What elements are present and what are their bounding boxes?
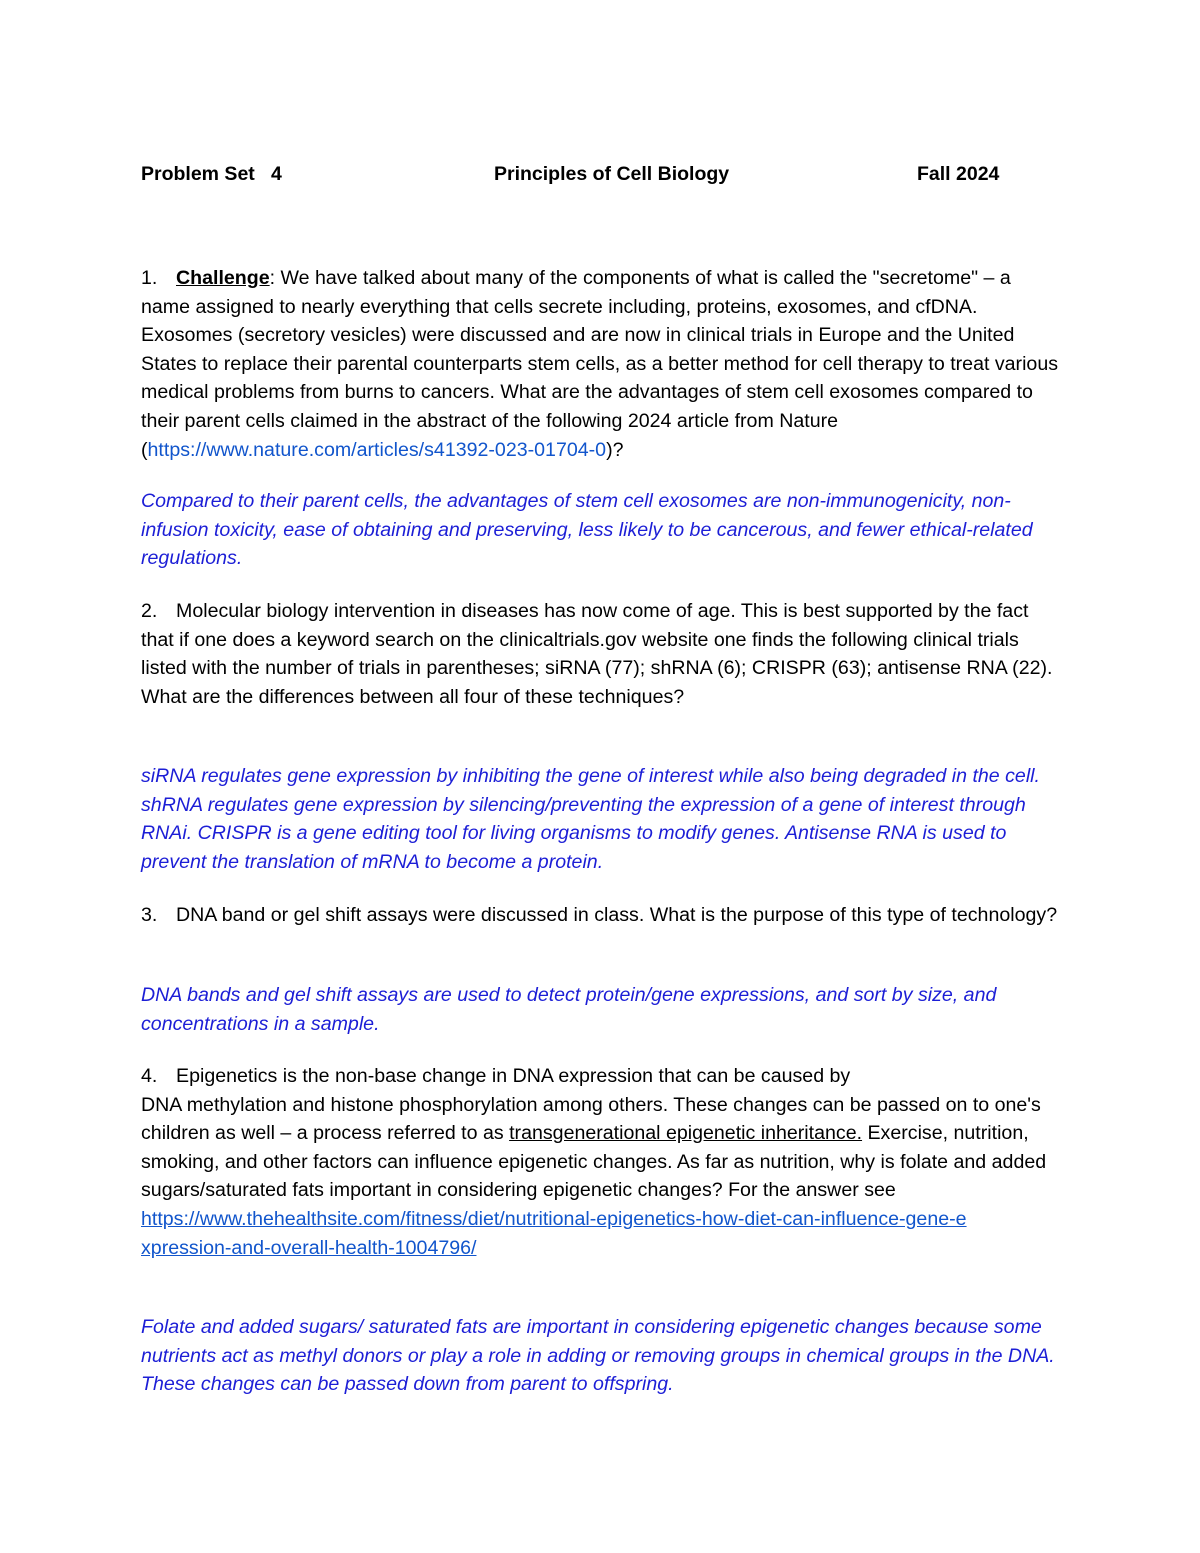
question-4-number: 4. bbox=[141, 1065, 158, 1087]
header-problem-set: Problem Set 4 bbox=[141, 163, 282, 185]
question-4-text: DNA methylation and histone phosphorylation among others. These changes can be passed on to one's children as well – a process referred to as bbox=[141, 1093, 1041, 1145]
question-2 bbox=[141, 597, 1065, 711]
question-3-text: DNA band or gel shift assays were discussed in class. What is the purpose of this type of technology? bbox=[176, 904, 1058, 926]
question-4-text-end: Exercise, nutrition, smoking, and other factors can influence epigenetic changes. As far as nutrition, why is folate and added sugars/saturated fats important in considering epigenetic changes? For the answer see bbox=[141, 1122, 1047, 1202]
question-1 bbox=[141, 264, 1065, 464]
header-term: Fall 2024 bbox=[917, 163, 1000, 185]
question-3-number: 3. bbox=[141, 904, 158, 926]
answer-2: siRNA regulates gene expression by inhibiting the gene of interest while also being degraded in the cell. shRNA regulates gene expression by silencing/preventing the expression of a gene of interest through RNAi. CRISPR is a gene editing tool for living organisms to modify genes. Antisense RNA is used to prevent the translation of mRNA to become a protein. bbox=[141, 765, 1040, 873]
question-4 bbox=[141, 1062, 1065, 1262]
question-3 bbox=[141, 901, 1065, 930]
question-1-link[interactable]: https://www.nature.com/articles/s41392-023-01704-0 bbox=[147, 438, 607, 461]
answer-1: Compared to their parent cells, the advantages of stem cell exosomes are non-immunogenicity, non-infusion toxicity, ease of obtaining and preserving, less likely to be cancerous, and fewer ethical-related regulations. bbox=[141, 490, 1033, 570]
question-2-text: Molecular biology intervention in diseases has now come of age. This is best supported by the fact that if one does a keyword search on the clinicaltrials.gov website one finds the following clinical trials listed with the number of trials in parentheses; siRNA (77); shRNA (6); CRISPR (63); antisense RNA (22). What are the differences between all four of these techniques? bbox=[141, 600, 1053, 708]
answer-3: DNA bands and gel shift assays are used to detect protein/gene expressions, and sort by size, and concentrations in a sample. bbox=[141, 984, 997, 1035]
header-course-title: Principles of Cell Biology bbox=[494, 163, 730, 185]
answer-4: Folate and added sugars/ saturated fats are important in considering epigenetic changes because some nutrients act as methyl donors or play a role in adding or removing groups in chemical groups in the DNA. These changes can be passed down from parent to offspring. bbox=[141, 1316, 1055, 1396]
question-4-link-line1[interactable]: https://www.thehealthsite.com/fitness/diet/nutritional-epigenetics-how-diet-can-influence-gene-e bbox=[141, 1207, 967, 1230]
question-2-number: 2. bbox=[141, 600, 158, 622]
question-1-text: : We have talked about many of the components of what is called the "secretome" – a name assigned to nearly everything that cells secrete including, proteins, exosomes, and cfDNA. Exosomes (secretory vesicles) were discussed and are now in clinical trials in Europe and the United States to replace their parental counterparts stem cells, as a better method for cell therapy to treat various medical problems from burns to cancers. What are the advantages of stem cell exosomes compared to their parent cells claimed in the abstract of the following 2024 article from Nature ( bbox=[141, 267, 1059, 461]
question-1-label: Challenge bbox=[176, 267, 270, 289]
question-4-underlined-term: transgenerational epigenetic inheritance. bbox=[509, 1122, 863, 1145]
question-1-text-end: )? bbox=[606, 438, 624, 461]
question-4-link[interactable] bbox=[141, 1208, 967, 1259]
question-1-number: 1. bbox=[141, 267, 158, 289]
question-4-link-line2[interactable]: xpression-and-overall-health-1004796/ bbox=[141, 1236, 477, 1259]
document-header bbox=[141, 163, 1065, 193]
question-4-text-line1: Epigenetics is the non-base change in DNA expression that can be caused by bbox=[176, 1065, 851, 1087]
